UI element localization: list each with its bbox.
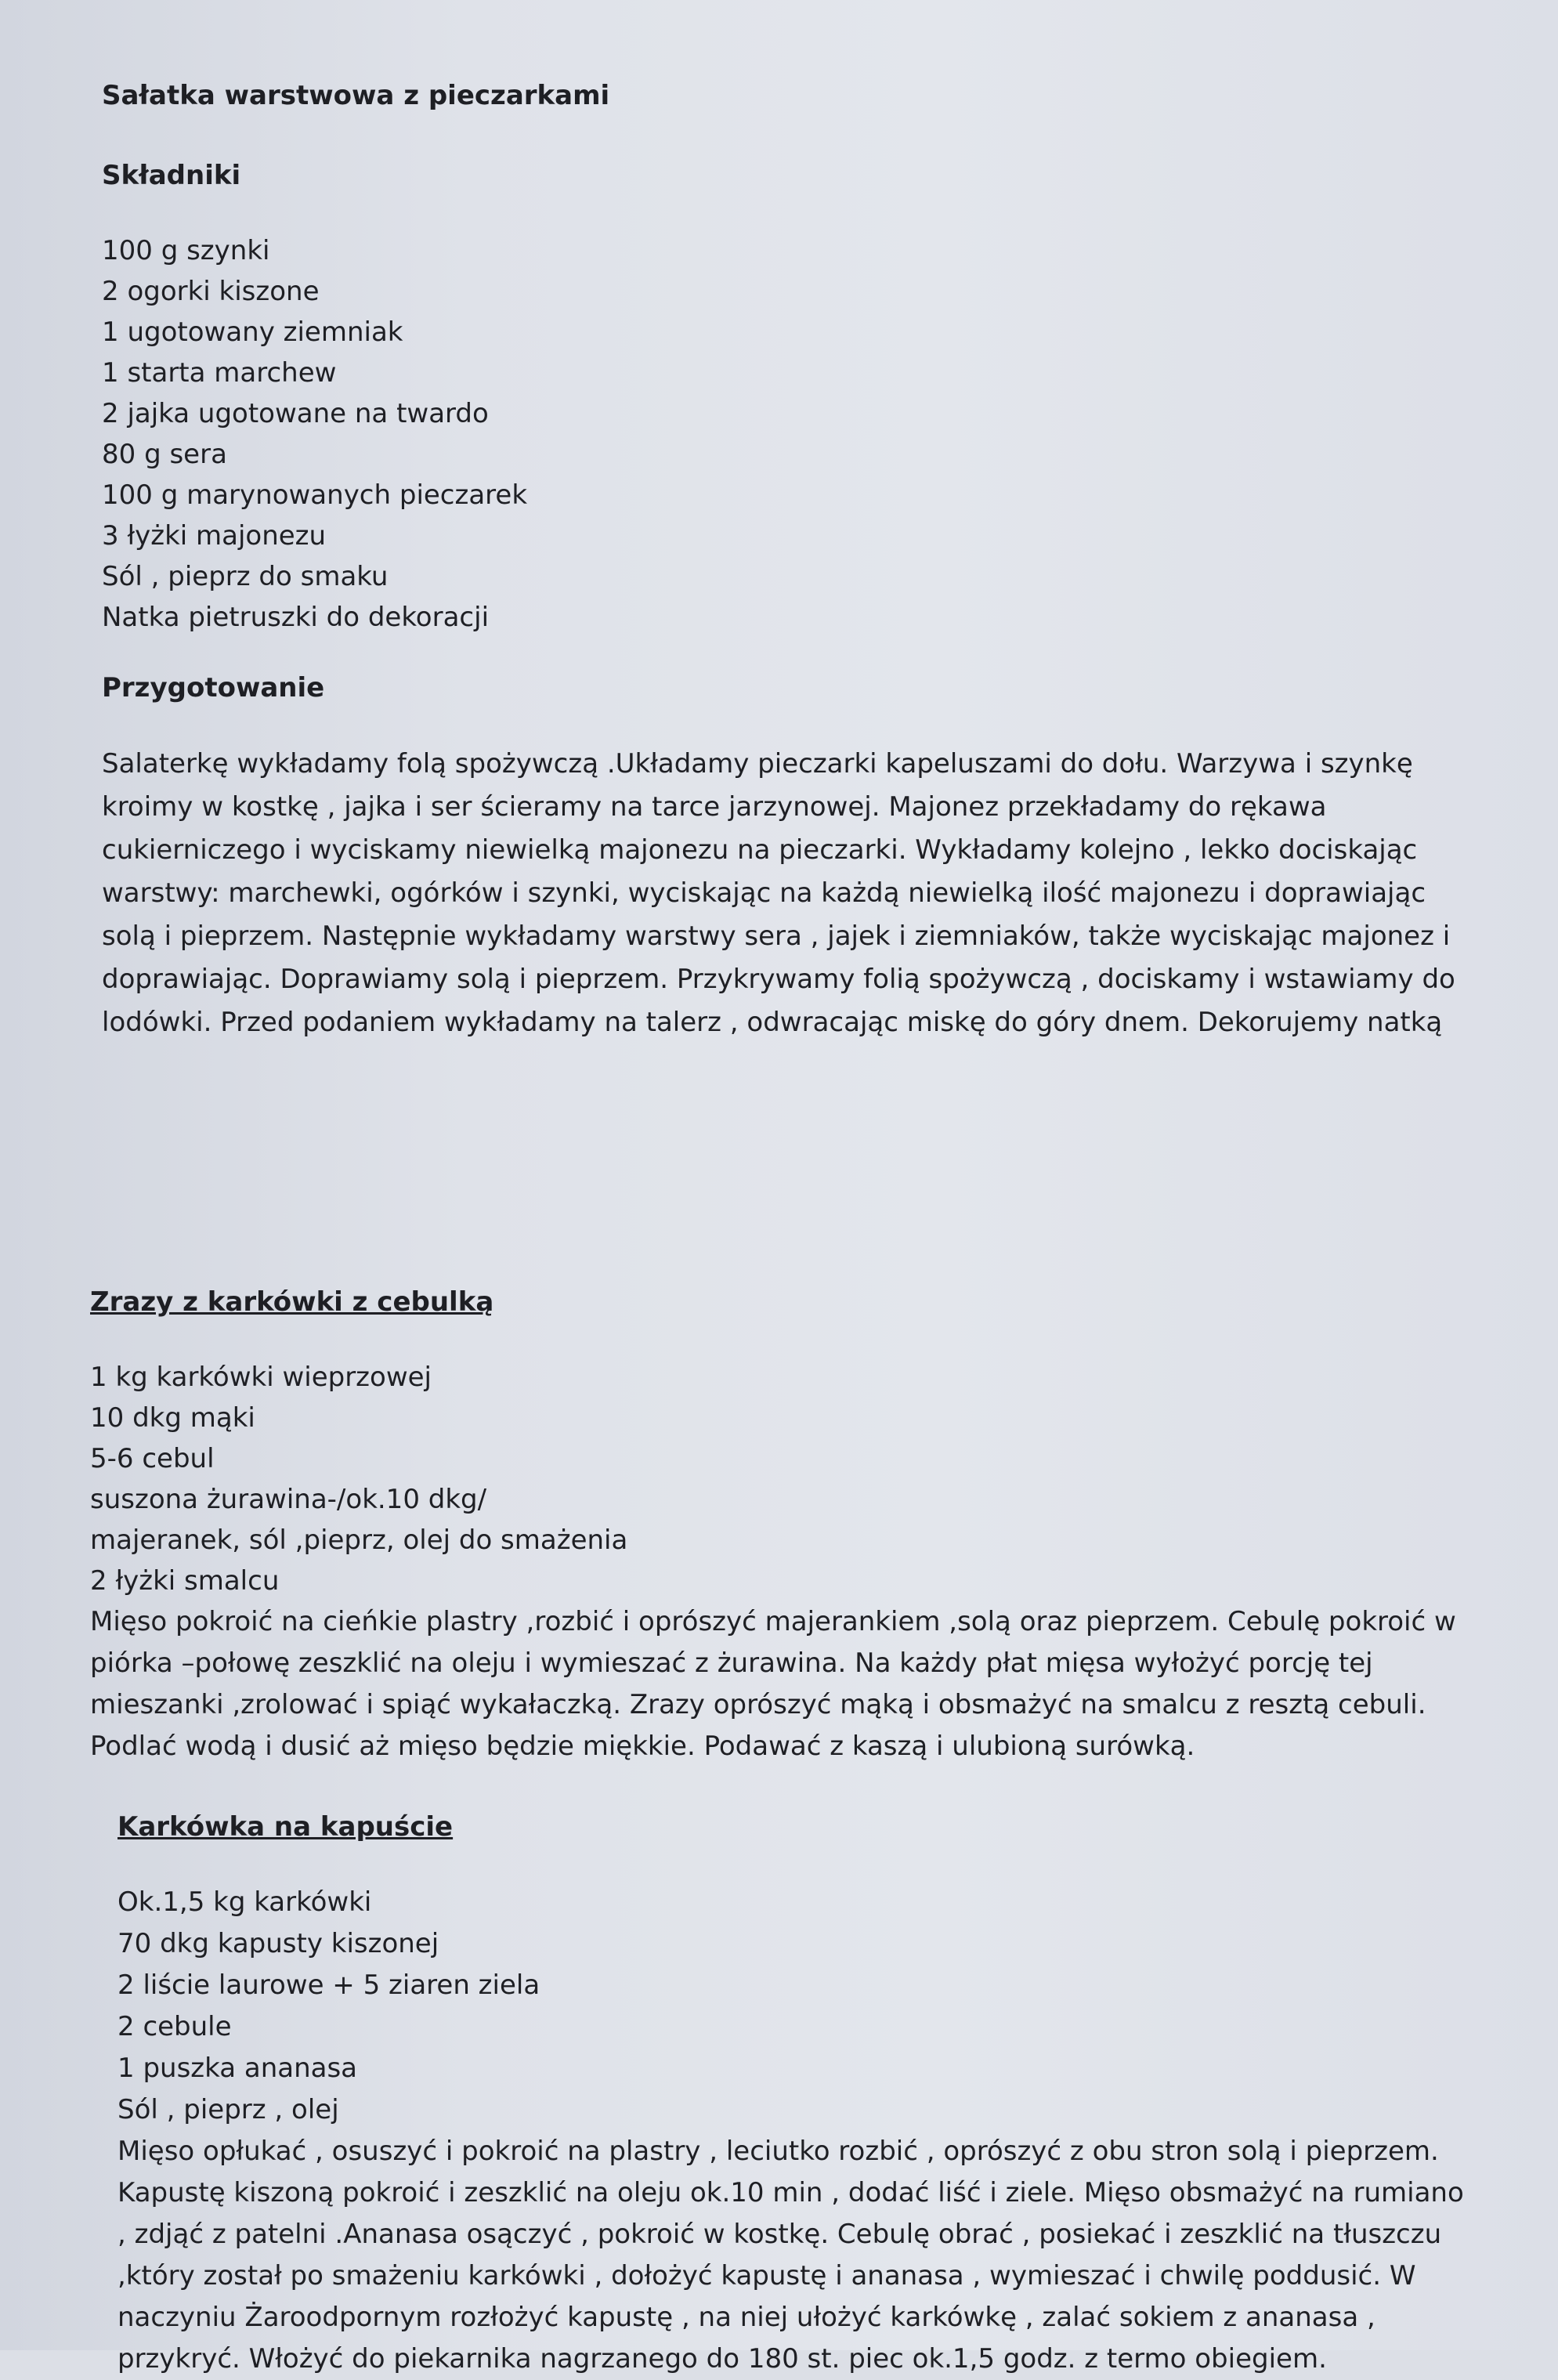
preparation-text: Mięso pokroić na cieńkie plastry ,rozbić i oprószyć majerankiem ,solą oraz pieprzem. Cebulę pokroić w piórka –połowę zeszklić na oleju i wymieszać z żurawina. Na każdy płat mięsa wyłożyć porcję tej mieszanki ,zrolować i spiąć wykałaczką. Zrazy oprószyć mąką i obsmażyć na smalcu z resztą cebuli. Podlać wodą i dusić aż mięso będzie miękkie. Podawać z kaszą i ulubioną surówką. (90, 1606, 1456, 1762)
ingredient-item: 2 cebule (117, 2011, 232, 2042)
ingredient-item: 80 g sera (102, 439, 227, 470)
ingredient-item: 1 puszka ananasa (117, 2053, 358, 2084)
ingredient-item: 70 dkg kapusty kiszonej (117, 1928, 439, 1959)
ingredient-item: suszona żurawina-/ok.10 dkg/ (90, 1484, 487, 1515)
ingredient-item: 100 g marynowanych pieczarek (102, 479, 528, 511)
recipe-document (90, 78, 1480, 2375)
preparation-heading: Przygotowanie (102, 672, 325, 704)
ingredient-item: 2 liście laurowe + 5 ziaren ziela (117, 1969, 540, 2001)
recipe-title: Zrazy z karkówki z cebulką (90, 1286, 494, 1318)
ingredient-item: Ok.1,5 kg karkówki (117, 1886, 372, 1918)
recipe-karkowka (117, 1810, 1480, 2380)
ingredient-item: Sól , pieprz , olej (117, 2094, 339, 2125)
ingredients-list (117, 1882, 1480, 2131)
ingredient-item: 1 kg karkówki wieprzowej (90, 1362, 432, 1393)
ingredient-item: Natka pietruszki do dekoracji (102, 602, 490, 633)
preparation-text: Salaterkę wykładamy folą spożywczą .Układamy pieczarki kapeluszami do dołu. Warzywa i szynkę kroimy w kostkę , jajka i ser ścieramy na tarce jarzynowej. Majonez przekładamy do rękawa cukierniczego i wyciskamy niewielką majonezu na pieczarki. Wykładamy kolejno , lekko dociskając warstwy: marchewki, ogórków i szynki, wyciskając na każdą niewielką ilość majonezu i doprawiając solą i pieprzem. Następnie wykładamy warstwy sera , jajek i ziemniaków, także wyciskając majonez i doprawiając. Doprawiamy solą i pieprzem. Przykrywamy folią spożywczą , dociskamy i wstawiamy do lodówki. Przed podaniem wykładamy na talerz , odwracając miskę do góry dnem. Dekorujemy natką (102, 748, 1455, 1038)
preparation-text: Mięso opłukać , osuszyć i pokroić na plastry , leciutko rozbić , oprószyć z obu stron solą i pieprzem. Kapustę kiszoną pokroić i zeszklić na oleju ok.10 min , dodać liść i ziele. Mięso obsmażyć na rumiano , zdjąć z patelni .Ananasa osączyć , pokroić w kostkę. Cebulę obrać , posiekać i zeszklić na tłuszczu ,który został po smażeniu karkówki , dołożyć kapustę i ananasa , wymieszać i chwilę poddusić. W naczyniu Żaroodpornym rozłożyć kapustę , na niej ułożyć karkówkę , zalać sokiem z ananasa , przykryć. Włożyć do piekarnika nagrzanego do 180 st. piec ok.1,5 godz. z termo obiegiem. (117, 2136, 1464, 2375)
ingredient-item: 2 ogorki kiszone (102, 276, 320, 307)
recipe-title: Karkówka na kapuście (117, 1811, 454, 1843)
ingredient-item: 2 jajka ugotowane na twardo (102, 398, 489, 429)
preparation-block (102, 671, 1480, 1044)
ingredient-item: 100 g szynki (102, 235, 270, 266)
ingredient-item: 10 dkg mąki (90, 1402, 255, 1434)
ingredients-list (90, 1357, 1484, 1601)
ingredient-item: Sól , pieprz do smaku (102, 561, 389, 592)
ingredient-item: majeranek, sól ,pieprz, olej do smażenia (90, 1525, 628, 1556)
ingredients-heading: Składniki (102, 160, 241, 191)
ingredients-list (102, 230, 1480, 638)
ingredient-item: 2 łyżki smalcu (90, 1565, 280, 1597)
recipe-title: Sałatka warstwowa z pieczarkami (102, 80, 610, 111)
ingredient-item: 3 łyżki majonezu (102, 520, 327, 552)
ingredient-item: 1 starta marchew (102, 357, 337, 389)
recipe-salad (102, 78, 1480, 1044)
recipe-zrazy (90, 1285, 1484, 1767)
ingredient-item: 1 ugotowany ziemniak (102, 316, 403, 348)
ingredient-item: 5-6 cebul (90, 1443, 215, 1474)
